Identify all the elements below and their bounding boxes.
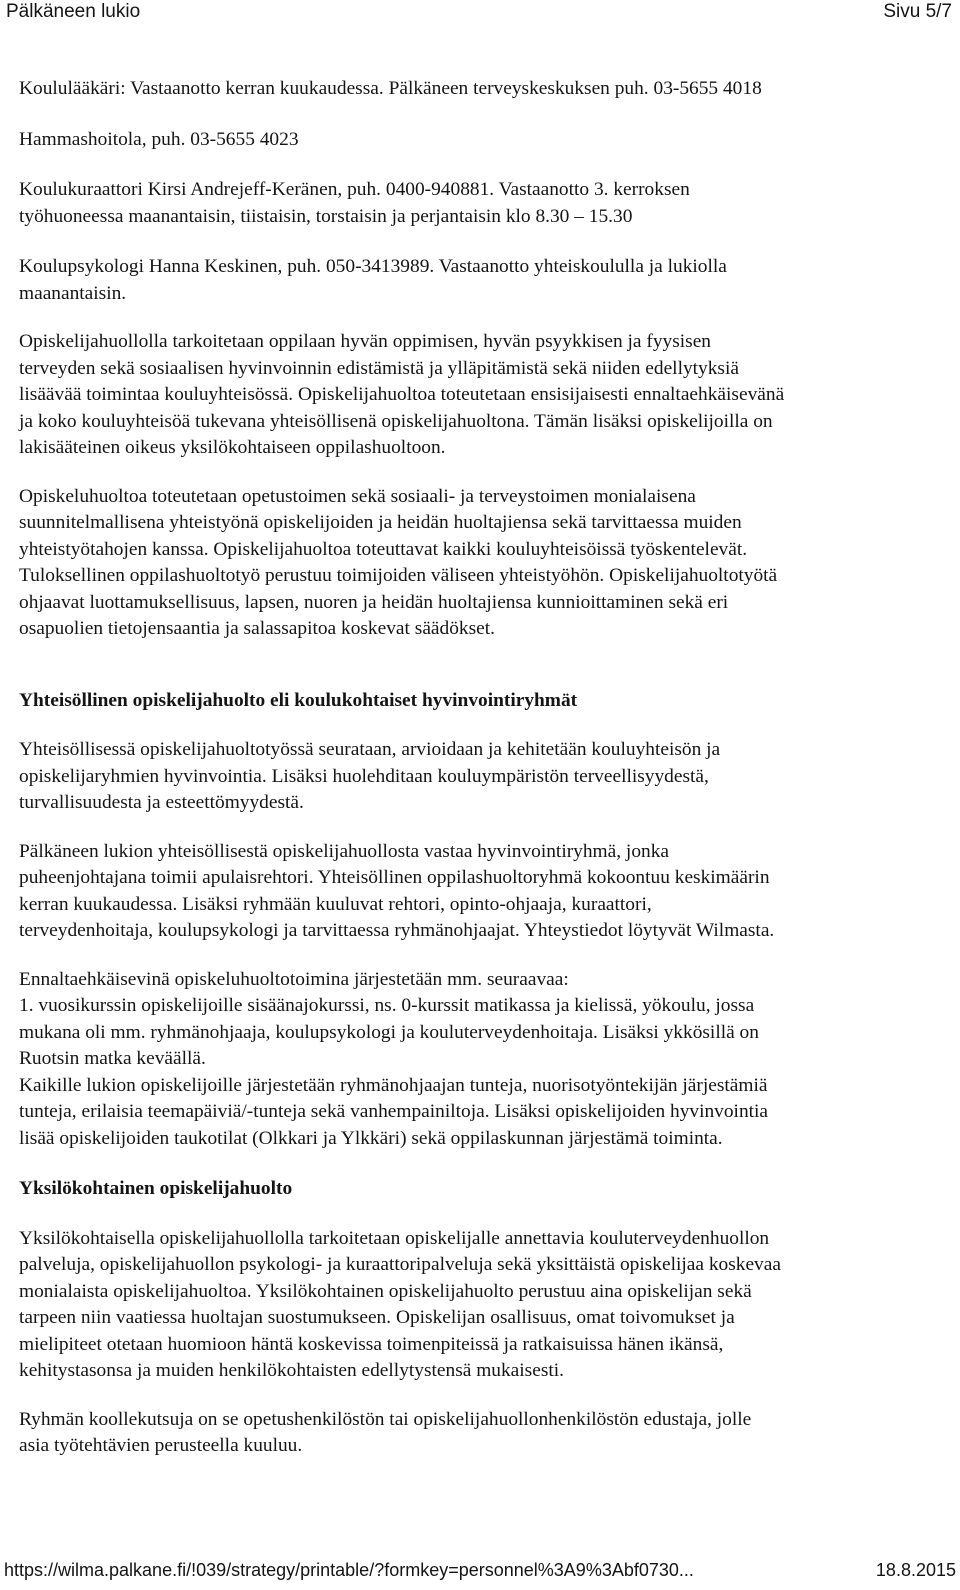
page-header (0, 0, 960, 30)
paragraph-preventive-measures: Ennaltaehkäisevinä opiskeluhuoltotoimina järjestetään mm. seuraavaa: 1. vuosikurssin opiskelijoille sisäänajokurssi, ns. 0-kurssit matikassa ja kielissä, yökoulu, jossa mukana oli mm. ryhmänohjaaja, koulupsykologi ja kouluterveydenhoitaja. Lisäksi ykkösillä on Ruotsin matka keväällä. Kaikille lukion opiskelijoille järjestetään ryhmänohjaajan tunteja, nuorisotyöntekijän järjestämiä tunteja, erilaisia teemapäiviä/-tunteja sekä vanhempainiltoja. Lisäksi opiskelijoiden hyvinvointia lisää opiskelijoiden taukotilat (Olkkari ja Ylkkäri) sekä oppilaskunnan järjestämä toiminta. (19, 968, 769, 1149)
paragraph-group-convener: Ryhmän koollekutsuja on se opetushenkilöstön tai opiskelijahuollonhenkilöstön edustaja, jolle asia työtehtävien perusteella kuuluu. (19, 1408, 752, 1456)
page-footer (4, 1560, 956, 1588)
paragraph-student-welfare-implementation: Opiskeluhuoltoa toteutetaan opetustoimen sekä sosiaali- ja terveystoimen monialaisena suunnitelmallisena yhteistyönä opiskelijoiden ja heidän huoltajiensa sekä tarvittaessa muiden yhteistyötahojen kanssa. Opiskelijahuoltoa toteuttavat kaikki kouluyhteisöissä työskentelevät. Tuloksellinen oppilashuoltotyö perustuu toimijoiden väliseen yhteistyöhön. Opiskelijahuoltotyötä ohjaavat luottamuksellisuus, lapsen, nuoren ja heidän huoltajiensa kunnioittaminen sekä eri osapuolien tietojensaantia ja salassapitoa koskevat säädökset. (19, 485, 778, 639)
paragraph-dental-clinic: Hammashoitola, puh. 03-5655 4023 (19, 128, 299, 150)
footer-url: https://wilma.palkane.fi/!039/strategy/printable/?formkey=personnel%3A9%3Abf0730... (4, 1560, 694, 1580)
paragraph-student-welfare-definition: Opiskelijahuollolla tarkoitetaan oppilaan hyvän oppimisen, hyvän psyykkisen ja fyysisen terveyden sekä sosiaalisen hyvinvoinnin edistämistä ja ylläpitämistä sekä niiden edellytyksiä lisäävää toimintaa kouluyhteisössä. Opiskelijahuoltoa toteutetaan ensisijaisesti ennaltaehkäisevänä ja koko kouluyhteisöä tukevana yhteisöllisenä opiskelijahuoltona. Tämän lisäksi opiskelijoilla on lakisääteinen oikeus yksilökohtaiseen oppilashuoltoon. (19, 331, 785, 458)
header-title: Pälkäneen lukio (6, 1, 141, 22)
document-body (19, 76, 944, 1460)
footer-date: 18.8.2015 (875, 1560, 956, 1580)
paragraph-school-curator: Koulukuraattori Kirsi Andrejeff-Keränen, puh. 0400-940881. Vastaanotto 3. kerroksen työhuoneessa maanantaisin, tiistaisin, torstaisin ja perjantaisin klo 8.30 – 15.30 (19, 179, 690, 227)
page-number: Sivu 5/7 (883, 1, 952, 22)
paragraph-wellbeing-group: Pälkäneen lukion yhteisöllisestä opiskelijahuollosta vastaa hyvinvointiryhmä, jonka puheenjohtajana toimii apulaisrehtori. Yhteisöllinen oppilashuoltoryhmä kokoontuu keskimäärin kerran kuukaudessa. Lisäksi ryhmään kuuluvat rehtori, opinto-ohjaaja, kuraattori, terveydenhoitaja, koulupsykologi ja tarvittaessa ryhmänohjaajat. Yhteystiedot löytyvät Wilmasta. (19, 840, 775, 941)
heading-individual-welfare: Yksilökohtainen opiskelijahuolto (19, 1178, 293, 1199)
paragraph-communal-welfare: Yhteisöllisessä opiskelijahuoltotyössä seurataan, arvioidaan ja kehitetään kouluyhteisön ja opiskelijaryhmien hyvinvointia. Lisäksi huolehditaan kouluympäristön terveellisyydestä, turvallisuudesta ja esteettömyydestä. (19, 739, 721, 813)
paragraph-school-psychologist: Koulupsykologi Hanna Keskinen, puh. 050-3413989. Vastaanotto yhteiskoululla ja lukiolla maanantaisin. (19, 256, 727, 304)
heading-communal-welfare: Yhteisöllinen opiskelijahuolto eli koulukohtaiset hyvinvointiryhmät (19, 689, 578, 711)
paragraph-individual-welfare: Yksilökohtaisella opiskelijahuollolla tarkoitetaan opiskelijalle annettavia kouluterveydenhuollon palveluja, opiskelijahuollon psykologi- ja kuraattoripalveluja sekä yksittäistä opiskelijaa koskevaa monialaista opiskelijahuoltoa. Yksilökohtainen opiskelijahuolto perustuu aina opiskelijan sekä tarpeen niin vaatiessa huoltajan suostumukseen. Opiskelijan osallisuus, omat toivomukset ja mielipiteet otetaan huomioon häntä koskevissa toimenpiteissä ja ratkaisuissa hänen ikänsä, kehitystasonsa ja muiden henkilökohtaisten edellytystensä mukaisesti. (19, 1227, 781, 1381)
paragraph-school-doctor: Koululääkäri: Vastaanotto kerran kuukaudessa. Pälkäneen terveyskeskuksen puh. 03-5655 4018 (19, 78, 762, 99)
